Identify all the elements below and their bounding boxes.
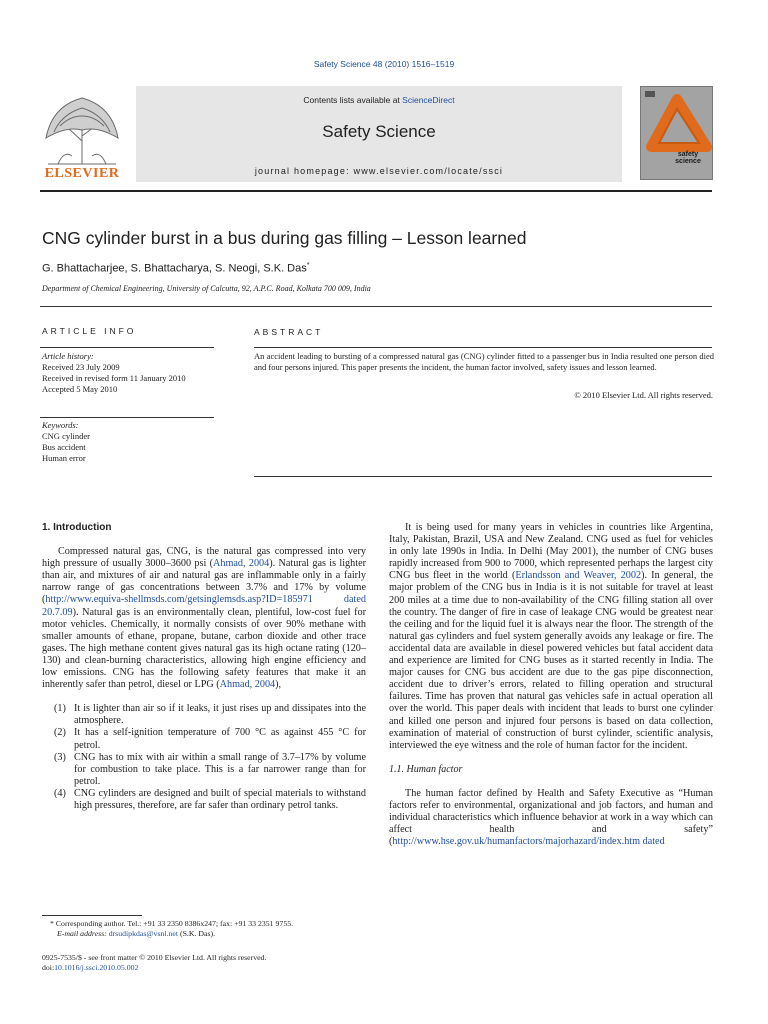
contents-line [136, 95, 622, 105]
list-item [42, 727, 366, 751]
right-column [389, 522, 713, 860]
intro-text: ). Natural gas is an environmentally clean, plentiful, low-cost fuel for motor vehicles. Chemically, it normally consists of over 90% methane with smaller amounts of ethane, propane, butane, carbon dioxide and other trace gases. The high methane content gives natural gas its high octane rating (120–130) and clean-burning characteristics, allowing high engine efficiency and low emissions. CNG has the following safety features that make it an inherently safer than petrol, diesel or LPG ( [42, 606, 366, 691]
cover-title-line-1: safety [677, 151, 699, 158]
list-item [42, 788, 366, 812]
title-rule [40, 306, 712, 307]
keyword: Human error [42, 453, 86, 463]
section-1-1-title: 1.1. Human factor [389, 763, 463, 775]
contents-prefix: Contents lists available at [303, 95, 403, 105]
body-text: ). In general, the major problem of the CNG bus in India is it is not suitable for travel at least 200 miles at a time due to non-availability of the CNG filling station all over the country. The danger of fire in case of leakage CNG would be greatest near the ceiling and for the liquid fuel it is always near the floor. The strength of the natural gas cylinders and fuel system generally avoids any leakage or fire. The accidental data are available in diesel powered vehicles but fatal accident data and experience are limited for CNG buses as it started recently in India. The major causes for CNG bus accident are due to the gas pipe disconnection, accident due to driver’s errors, related to filling operation and structural failures. Time has proven that natural gas vehicles safe in actual operation all over the world. This paper deals with incident that leads to burst one cylinder and killed one person and injured four persons is based on data collection, examination of material of construction of burst cylinder, scientific analysis, interviewed the eye witness and the role of human factor for the incident. [389, 570, 713, 751]
received-date: Received 23 July 2009 [42, 362, 120, 372]
list-text: It has a self-ignition temperature of 700 °C as against 455 °C for petrol. [74, 727, 366, 751]
email-line [50, 929, 370, 939]
author-list: G. Bhattacharjee, S. Bhattacharya, S. Neogi, S.K. Das [42, 262, 307, 275]
doi-line [42, 963, 382, 973]
doi-label: doi: [42, 963, 55, 972]
article-title: CNG cylinder burst in a bus during gas filling – Lesson learned [42, 228, 527, 248]
accepted-date: Accepted 5 May 2010 [42, 384, 118, 394]
article-affiliation: Department of Chemical Engineering, University of Calcutta, 92, A.P.C. Road, Kolkata 700 009, India [42, 284, 371, 293]
intro-text: ), [275, 679, 282, 691]
keywords-label: Keywords: [42, 420, 79, 430]
sciencedirect-link[interactable]: ScienceDirect [402, 95, 455, 105]
list-number: (3) [54, 751, 66, 763]
abstract-text: An accident leading to bursting of a compressed natural gas (CNG) cylinder fitted to a passenger bus in India resulted one person died and four persons injured. This paper presents the incident, the human factor involved, safety issues and lesson learned. [254, 351, 714, 372]
list-number: (1) [54, 703, 66, 715]
article-info-heading: ARTICLE INFO [42, 326, 137, 336]
history-label: Article history: [42, 351, 94, 361]
email-label: E-mail address: [57, 929, 109, 938]
list-text: It is lighter than air so if it leaks, it just rises up and dissipates into the atmosphere. [74, 703, 366, 727]
list-number: (2) [54, 727, 66, 739]
journal-cover [640, 86, 713, 180]
body-text: It is being used for many years in vehicles in countries like Argentina, Italy, Pakistan, Brazil, USA and New Zealand. CNG used as fuel for vehicles in only late 1990s in India. In Delhi (May 2001), the number of CNG buses rapidly increased from 900 to 7000, which represented perhaps the largest city CNG bus fleet in the world ( [389, 522, 713, 582]
left-column [42, 522, 366, 812]
right-paragraph [389, 522, 713, 752]
elsevier-wordmark: ELSEVIER [44, 166, 120, 181]
intro-text: Compressed natural gas, CNG, is the natural gas compressed into very high pressure of usually 3000–3600 psi ( [42, 546, 366, 570]
cover-title [668, 151, 708, 165]
equiva-url-link[interactable]: http://www.equiva-shellmsds.com/getsinglemsds.asp?ID=185971 dated 20.7.09 [42, 594, 366, 618]
human-factor-paragraph [389, 788, 713, 848]
journal-citation: Safety Science 48 (2010) 1516–1519 [313, 59, 455, 69]
cover-title-line-2: science [675, 158, 701, 165]
keyword: Bus accident [42, 442, 86, 452]
doi-link[interactable]: 10.1016/j.ssci.2010.05.002 [54, 963, 139, 972]
list-text: CNG has to mix with air within a small range of 3.7–17% by volume for combustion to take place. This is a far narrower range than for petrol. [74, 751, 366, 787]
info-rule [40, 347, 214, 348]
journal-name: Safety Science [322, 122, 436, 141]
intro-text: ). Natural gas is lighter than air, and mixtures of air and natural gas are inflammable only in a fairly narrow range of gas concentrations between 3.7% and 17% by volume ( [42, 558, 366, 606]
ref-ahmad-link[interactable]: Ahmad, 2004 [219, 679, 276, 691]
abstract-rule [254, 347, 712, 348]
journal-homepage[interactable]: journal homepage: www.elsevier.com/locate/ssci [254, 166, 504, 176]
keywords-block [42, 420, 216, 464]
intro-paragraph [42, 546, 366, 691]
abstract-heading: ABSTRACT [254, 327, 324, 337]
abstract-end-rule [254, 476, 712, 477]
ref-erlandsson-link[interactable]: Erlandsson and Weaver, 2002 [515, 570, 642, 582]
email-link[interactable]: drsudipkdas@vsnl.net [108, 929, 179, 938]
body-text: The human factor defined by Health and Safety Executive as “Human factors refer to environmental, organizational and job factors, and human and individual characteristics which influence behavior at work in a way which can affect health and safety” ( [389, 787, 713, 848]
article-authors [42, 262, 722, 275]
corresponding-footnote [50, 919, 370, 939]
issn-footer [42, 953, 382, 973]
abstract-copyright: © 2010 Elsevier Ltd. All rights reserved. [574, 390, 713, 400]
keyword: CNG cylinder [42, 431, 90, 441]
corresponding-mark[interactable]: * [306, 262, 310, 269]
list-item [42, 752, 366, 788]
article-history [42, 351, 216, 395]
section-1-title: 1. Introduction [42, 522, 112, 533]
list-number: (4) [54, 787, 66, 799]
list-item [42, 703, 366, 727]
footnote-rule [42, 915, 142, 916]
ref-ahmad-link[interactable]: Ahmad, 2004 [213, 558, 270, 570]
header-rule [40, 190, 712, 192]
issn-line: 0925-7535/$ - see front matter © 2010 Elsevier Ltd. All rights reserved. [42, 953, 267, 962]
hse-url-link[interactable]: http://www.hse.gov.uk/humanfactors/majorhazard/index.htm dated [392, 836, 665, 848]
revised-date: Received in revised form 11 January 2010 [42, 373, 186, 383]
keywords-rule [40, 417, 214, 418]
corresponding-author: * Corresponding author. Tel.: +91 33 2350 8386x247; fax: +91 33 2351 9755. [50, 919, 294, 928]
email-suffix: (S.K. Das). [178, 929, 216, 938]
list-text: CNG cylinders are designed and built of special materials to withstand high pressures, therefore, are far safer than ordinary petrol tanks. [74, 787, 366, 811]
